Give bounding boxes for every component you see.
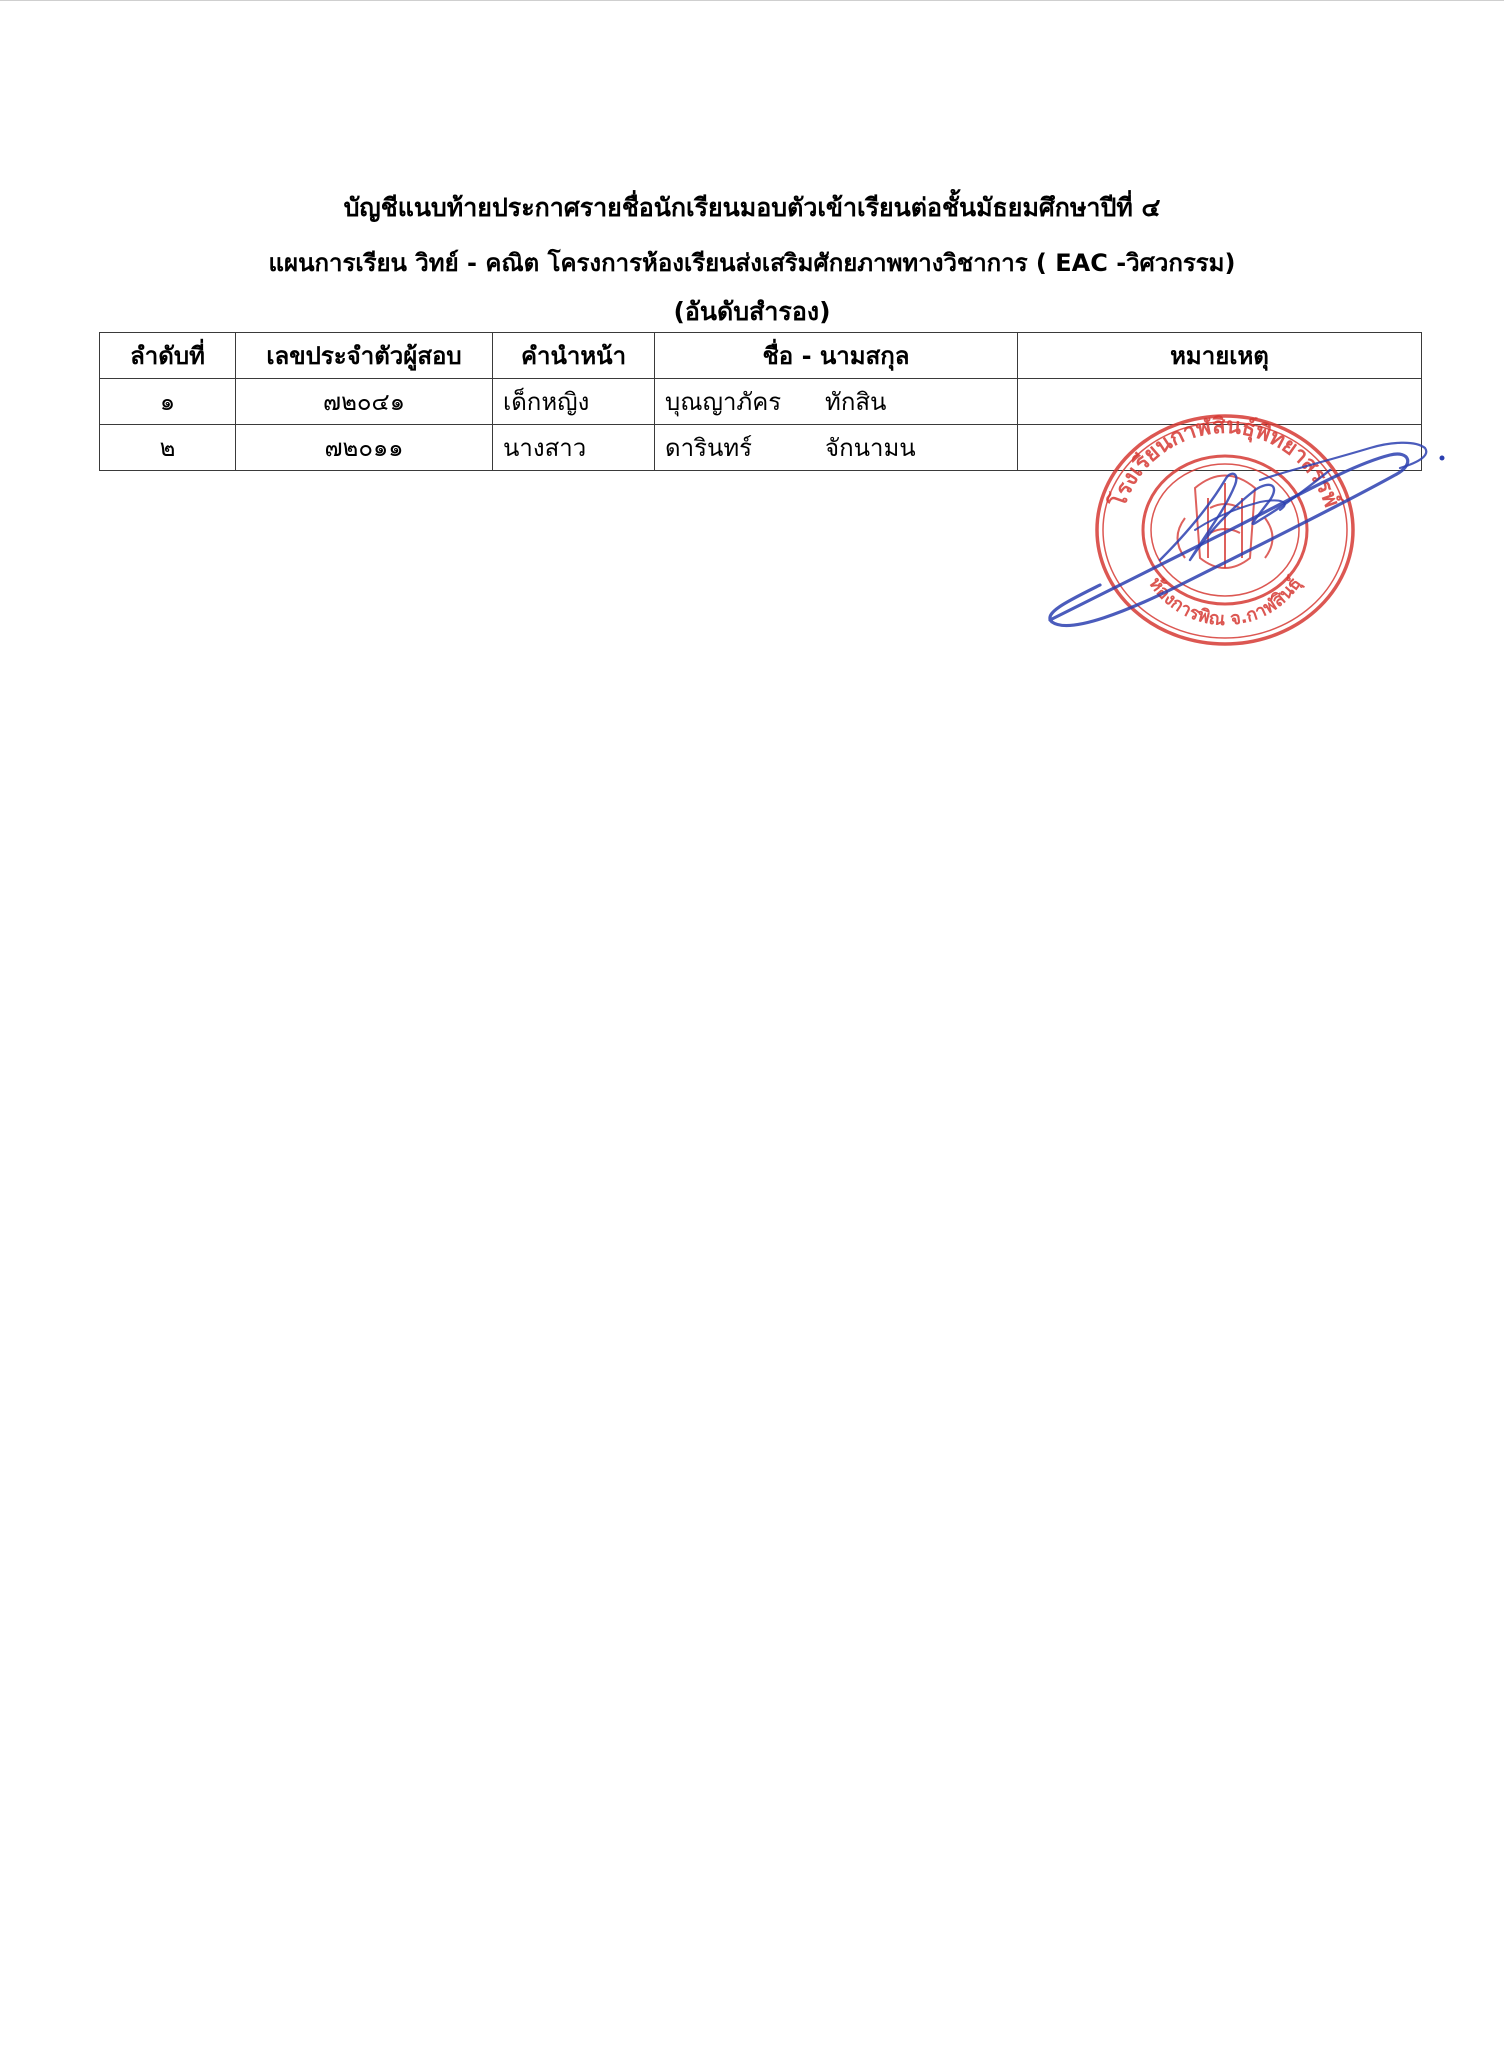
seal-bottom-text: ห้องการพิณ จ.กาฬสินธุ์ [1144,573,1306,631]
table-header-row [100,333,1422,379]
first-name: ดารินทร์ [665,434,753,462]
cell-no: ๒ [100,425,236,471]
cell-no: ๑ [100,379,236,425]
seal-outer-text: โรงเรียนกาฬสินธุ์พิทยาสรรพ์ [1106,413,1344,511]
document-category: (อันดับสำรอง) [673,297,831,326]
last-name: จักนามน [825,434,916,462]
student-table [99,332,1422,471]
cell-remark [1018,425,1422,471]
top-border-line [0,0,1504,1]
cell-exam-id: ๗๒๐๑๑ [236,425,493,471]
cell-remark [1018,379,1422,425]
header-prefix: คำนำหน้า [493,333,655,379]
cell-prefix: นางสาว [493,425,655,471]
document-title: บัญชีแนบท้ายประกาศรายชื่อนักเรียนมอบตัวเข้าเรียนต่อชั้นมัธยมศึกษาปีที่ ๔ [343,193,1161,222]
header-remark: หมายเหตุ [1018,333,1422,379]
last-name: ทักสิน [825,388,887,416]
document-subtitle: แผนการเรียน วิทย์ - คณิต โครงการห้องเรียนส่งเสริมศักยภาพทางวิชาการ ( EAC -วิศวกรรม) [268,249,1236,277]
table-row [100,425,1422,471]
table-row [100,379,1422,425]
header-exam-id: เลขประจำตัวผู้สอบ [236,333,493,379]
cell-prefix: เด็กหญิง [493,379,655,425]
cell-exam-id: ๗๒๐๔๑ [236,379,493,425]
cell-full-name [655,379,1018,425]
first-name: บุณญาภัคร [665,388,782,416]
cell-full-name [655,425,1018,471]
seal-emblem [1178,476,1273,569]
header-full-name: ชื่อ - นามสกุล [655,333,1018,379]
header-no: ลำดับที่ [100,333,236,379]
